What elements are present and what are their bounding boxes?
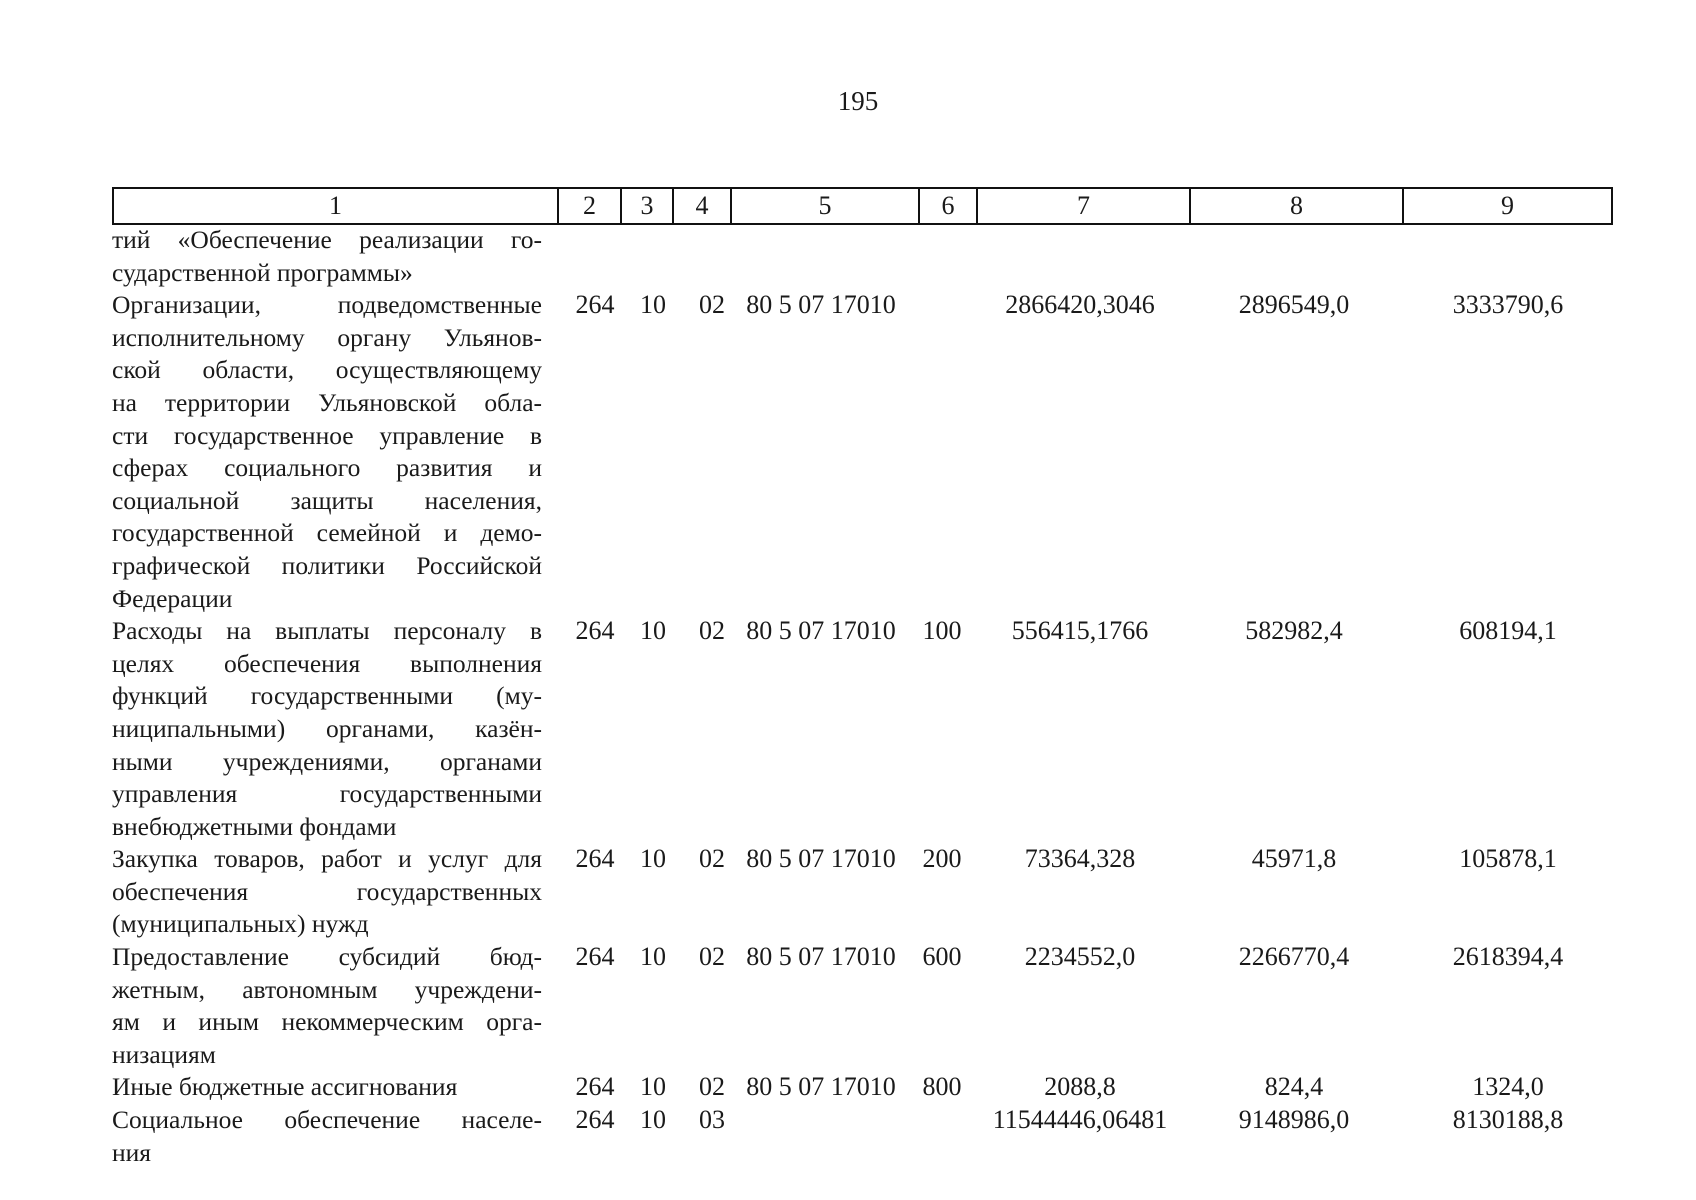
row-name-line: тий «Обеспечение реализации го- [112,225,542,254]
cell-col-4: 02 [699,616,725,646]
table-body [112,224,1602,1169]
row-name-line: ям и иным некоммерческим орга- [112,1007,542,1037]
cell-col-6: 100 [922,616,962,646]
cell-col-3: 10 [640,290,666,320]
cell-col-3: 10 [640,844,666,874]
table-header [112,187,1613,225]
table-row [112,615,1602,843]
column-header-8: 8 [1190,188,1403,224]
row-name-line: сти государственное управление в [112,420,542,450]
cell-col-5: 80 5 07 17010 [746,942,896,972]
cell-col-7: 2088,8 [1044,1072,1116,1102]
cell-col-7: 73364,328 [1024,844,1136,874]
row-name-line: государственной семейной и демо- [112,518,542,548]
row-name-line: функций государственными (му- [112,681,542,711]
cell-col-2: 264 [575,290,615,320]
row-name-line: внебюджетными фондами [112,811,397,841]
cell-col-5: 80 5 07 17010 [746,616,896,646]
row-name-line: целях обеспечения выполнения [112,648,542,678]
cell-col-8: 2896549,0 [1238,290,1350,320]
row-name [112,289,542,615]
cell-col-4: 02 [699,1072,725,1102]
cell-col-8: 45971,8 [1251,844,1337,874]
row-name-line: сударственной программы» [112,257,413,287]
row-name [112,1071,542,1104]
row-name-line: ниципальными) органами, казён- [112,713,542,743]
table-row [112,224,1602,289]
cell-col-4: 02 [699,942,725,972]
column-header-9: 9 [1403,188,1612,224]
cell-col-6: 600 [922,942,962,972]
cell-col-4: 02 [699,290,725,320]
row-name [112,941,542,1071]
cell-col-8: 582982,4 [1245,616,1343,646]
row-name-line: Расходы на выплаты персоналу в [112,616,542,646]
cell-col-4: 02 [699,844,725,874]
row-name-line: низациям [112,1039,216,1069]
row-name-line: ными учреждениями, органами [112,746,542,776]
row-name [112,843,542,941]
row-name [112,1104,542,1169]
column-header-7: 7 [977,188,1190,224]
row-name-line: социальной защиты населения, [112,485,542,515]
column-header-2: 2 [558,188,621,224]
cell-col-3: 10 [640,942,666,972]
row-name-line: управления государственными [112,779,542,809]
cell-col-7: 556415,1766 [1011,616,1149,646]
cell-col-2: 264 [575,616,615,646]
cell-col-9: 105878,1 [1459,844,1557,874]
row-name-line: Закупка товаров, работ и услуг для [112,844,542,874]
cell-col-6: 800 [922,1072,962,1102]
row-name-line: исполнительному органу Ульянов- [112,322,542,352]
table-row [112,843,1602,941]
row-name-line: ния [112,1137,152,1167]
cell-col-5: 80 5 07 17010 [746,290,896,320]
cell-col-9: 2618394,4 [1452,942,1564,972]
cell-col-7: 11544446,06481 [992,1105,1168,1135]
row-name [112,615,542,843]
cell-col-7: 2234552,0 [1024,942,1136,972]
cell-col-6: 200 [922,844,962,874]
column-header-3: 3 [621,188,673,224]
cell-col-2: 264 [575,844,615,874]
row-name-line: Предоставление субсидий бюд- [112,942,542,972]
row-name-line: графической политики Российской [112,550,542,580]
cell-col-2: 264 [575,1072,615,1102]
cell-col-9: 8130188,8 [1452,1105,1564,1135]
row-name-line: ской области, осуществляющему [112,355,542,385]
row-name [112,224,542,289]
table-row [112,941,1602,1071]
table-row [112,1071,1602,1104]
row-name-line: Социальное обеспечение населе- [112,1105,542,1135]
row-name-line: обеспечения государственных [112,876,542,906]
cell-col-5: 80 5 07 17010 [746,1072,896,1102]
column-header-6: 6 [919,188,977,224]
cell-col-8: 9148986,0 [1238,1105,1350,1135]
table-row [112,1104,1602,1169]
column-header-5: 5 [731,188,919,224]
cell-col-5: 80 5 07 17010 [746,844,896,874]
row-name-line: на территории Ульяновской обла- [112,387,542,417]
cell-col-3: 10 [640,1105,666,1135]
row-name-line: (муниципальных) нужд [112,909,369,939]
cell-col-8: 824,4 [1264,1072,1324,1102]
cell-col-4: 03 [699,1105,725,1135]
cell-col-9: 3333790,6 [1452,290,1564,320]
cell-col-2: 264 [575,1105,615,1135]
column-header-1: 1 [113,188,558,224]
cell-col-9: 608194,1 [1459,616,1557,646]
row-name-line: Иные бюджетные ассигнования [112,1072,458,1102]
column-header-4: 4 [673,188,731,224]
row-name-line: сферах социального развития и [112,453,542,483]
row-name-line: Федерации [112,583,233,613]
cell-col-9: 1324,0 [1472,1072,1544,1102]
cell-col-2: 264 [575,942,615,972]
cell-col-3: 10 [640,1072,666,1102]
page-number: 195 [837,86,879,116]
row-name-line: Организации, подведомственные [112,290,542,320]
cell-col-3: 10 [640,616,666,646]
row-name-line: жетным, автономным учреждени- [112,974,542,1004]
cell-col-7: 2866420,3046 [1005,290,1155,320]
cell-col-8: 2266770,4 [1238,942,1350,972]
table-row [112,289,1602,615]
